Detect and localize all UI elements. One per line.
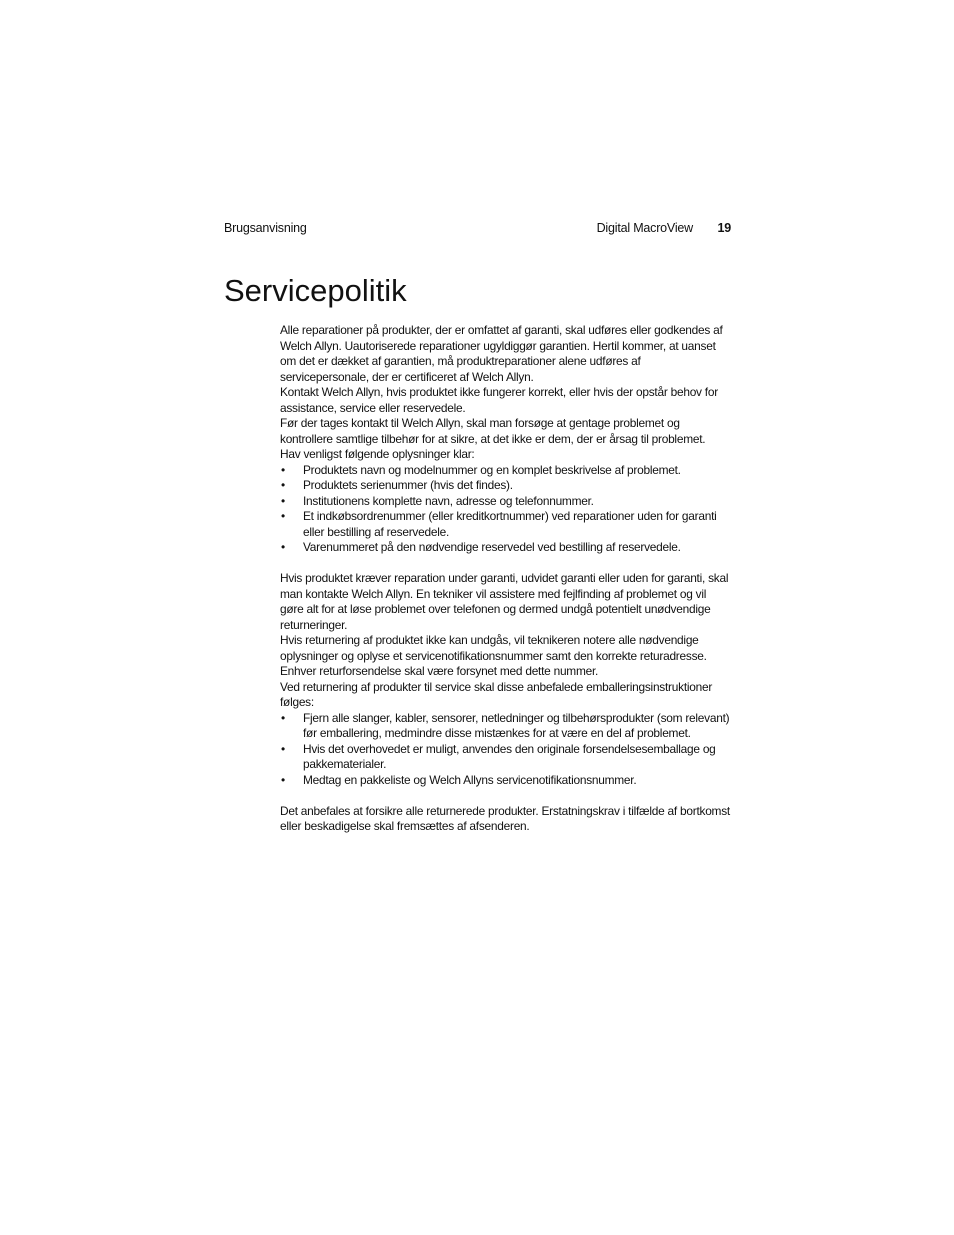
list-item: [280, 463, 732, 479]
list-item-text: Fjern alle slanger, kabler, sensorer, netledninger og tilbehørsprodukter (som relevant) før emballering, medmindre disse mistænkes for at være en del af problemet.: [303, 710, 730, 740]
bullet-icon: •: [281, 493, 285, 508]
list-item: [280, 540, 732, 556]
bullet-icon: •: [281, 540, 285, 554]
paragraph: Kontakt Welch Allyn, hvis produktet ikke fungerer korrekt, eller hvis der opstår behov for assistance, service eller reservedele.: [280, 385, 718, 415]
list-item-text: Varenummeret på den nødvendige reservedel ved bestilling af reservedele.: [303, 540, 681, 554]
bullet-icon: •: [281, 710, 285, 725]
paragraph: Ved returnering af produkter til service skal disse anbefalede emballeringsinstruktioner følges:: [280, 679, 713, 709]
body-text: [280, 323, 732, 835]
bullet-icon: •: [281, 462, 285, 477]
list-item-text: Medtag en pakkeliste og Welch Allyns servicenotifikationsnummer.: [303, 772, 637, 787]
header-manual-label: Brugsanvisning: [224, 221, 307, 235]
page-number: 19: [717, 221, 731, 235]
spacer: [280, 788, 732, 804]
paragraph: Alle reparationer på produkter, der er omfattet af garanti, skal udføres eller godkendes af Welch Allyn. Uautoriserede reparationer ugyldiggør garantien. Hertil kommer, at uanset om det er dækket af garantien, må produktreparationer alene udføres af servicepersonale, der er certificeret af Welch Allyn.: [280, 323, 723, 384]
bullet-icon: •: [281, 509, 285, 523]
bullet-icon: •: [281, 478, 285, 492]
list-item: [280, 742, 732, 773]
list-item-text: Hvis det overhovedet er muligt, anvendes den originale forsendelsesemballage og pakkematerialer.: [303, 741, 716, 771]
list-item-text: Produktets serienummer (hvis det findes).: [303, 478, 513, 492]
list-item-text: Produktets navn og modelnummer og en komplet beskrivelse af problemet.: [303, 462, 681, 477]
page-title: Servicepolitik: [224, 273, 407, 308]
header-product-name: Digital MacroView: [596, 221, 693, 235]
paragraph: Hvis returnering af produktet ikke kan undgås, vil teknikeren notere alle nødvendige oplysninger og oplyse et servicenotifikationsnummer samt den korrekte returadresse. Enhver returforsendelse skal være forsynet med dette nummer.: [280, 633, 707, 678]
paragraph: Før der tages kontakt til Welch Allyn, skal man forsøge at gentage problemet og kontrollere samtlige tilbehør for at sikre, at det ikke er dem, der er årsag til problemet.: [280, 416, 706, 446]
spacer: [280, 556, 732, 572]
page-header: [224, 221, 731, 239]
packing-list: [280, 711, 732, 789]
list-item-text: Et indkøbsordrenummer (eller kreditkortnummer) ved reparationer uden for garanti eller bestilling af reservedele.: [303, 509, 717, 539]
list-item: [280, 494, 732, 510]
info-list: [280, 463, 732, 556]
bullet-icon: •: [281, 772, 285, 787]
list-item: [280, 478, 732, 494]
list-item: [280, 773, 732, 789]
paragraph: Hvis produktet kræver reparation under garanti, udvidet garanti eller uden for garanti, skal man kontakte Welch Allyn. En tekniker vil assistere med fejlfinding af problemet og vil gøre alt for at løse problemet over telefonen og dermed undgå potentielt unødvendige returneringer.: [280, 571, 729, 632]
list-item-text: Institutionens komplette navn, adresse og telefonnummer.: [303, 493, 594, 508]
paragraph: Hav venligst følgende oplysninger klar:: [280, 447, 475, 461]
list-item: [280, 711, 732, 742]
paragraph: Det anbefales at forsikre alle returnerede produkter. Erstatningskrav i tilfælde af bortkomst eller beskadigelse skal fremsættes af afsenderen.: [280, 803, 730, 833]
list-item: [280, 509, 732, 540]
bullet-icon: •: [281, 741, 285, 756]
